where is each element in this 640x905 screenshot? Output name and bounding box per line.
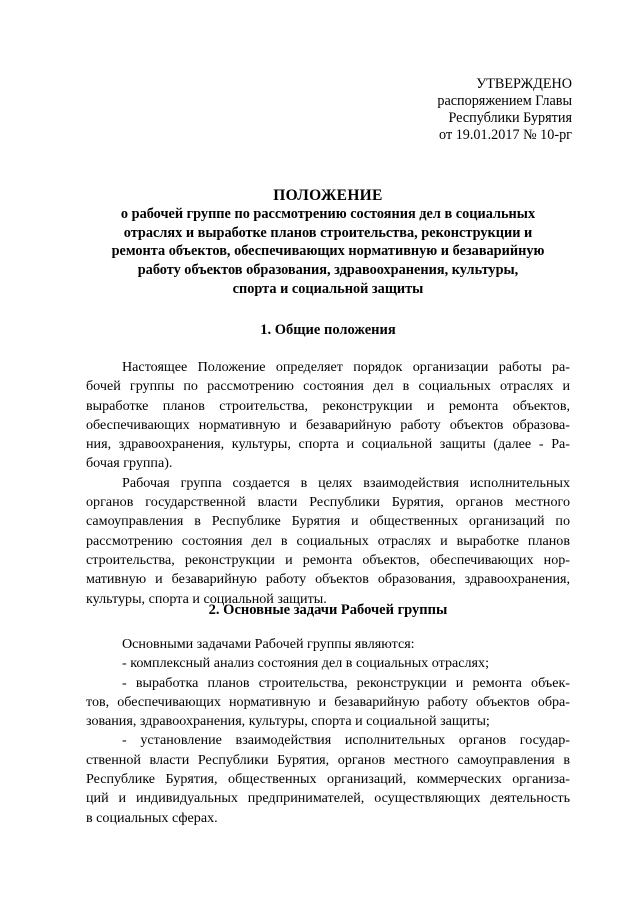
text-line: самоуправления в Республике Бурятия и общественных организаций по <box>86 513 570 530</box>
list-item: - установление взаимодействия исполнительных органов государ- <box>122 732 570 749</box>
text-line: выработке планов строительства, реконструкции и ремонта объектов, <box>86 397 570 414</box>
subtitle-line: о рабочей группе по рассмотрению состояния дел в социальных <box>120 206 536 222</box>
text-line: мативную и безаварийную работу объектов образования, здравоохранения, <box>86 571 570 588</box>
approval-stamp <box>400 76 572 144</box>
text-line: тов, обеспечивающих нормативную и безаварийную работу объектов обра- <box>86 693 570 710</box>
text-line: органов государственной власти Республики Бурятия, органов местного <box>86 494 570 511</box>
text-line: культуры, спорта и социальной защиты. <box>86 590 327 607</box>
subtitle-line: спорта и социальной защиты <box>232 280 424 297</box>
text-line: ния, здравоохранения, культуры, спорта и социальной защиты (далее - Ра- <box>86 436 570 453</box>
text-line: Республике Бурятия, общественных организаций, коммерческих организа- <box>86 771 570 788</box>
text-line: в социальных сферах. <box>86 809 218 826</box>
document-title: ПОЛОЖЕНИЕ <box>273 187 383 204</box>
list-item: - выработка планов строительства, реконструкции и ремонта объек- <box>122 674 570 691</box>
subtitle-line: отраслях и выработке планов строительства, реконструкции и <box>123 224 533 241</box>
document-title-block <box>86 186 570 299</box>
text-line: бочей группы по рассмотрению состояния дел в социальных отраслях и <box>86 378 570 395</box>
section-body-general <box>86 358 570 609</box>
subtitle-line: ремонта объектов, обеспечивающих нормативную и безаварийную <box>111 243 545 260</box>
section-heading-general: 1. Общие положения <box>260 322 396 338</box>
text-line: рассмотрению состояния дел в социальных отраслях и выработке планов <box>86 532 570 549</box>
text-line: Основными задачами Рабочей группы являются: <box>122 636 415 652</box>
text-line: Рабочая группа создается в целях взаимодействия исполнительных <box>122 474 570 491</box>
approval-line-3: Республики Бурятия <box>448 110 572 126</box>
text-line: строительства, реконструкции и ремонта объектов, обеспечивающих нор- <box>86 551 570 568</box>
approval-line-4: от 19.01.2017 № 10-рг <box>439 127 572 143</box>
text-line: бочая группа). <box>86 455 173 472</box>
section-body-tasks <box>86 635 570 828</box>
text-line: Настоящее Положение определяет порядок организации работы ра- <box>122 359 570 375</box>
text-line: ций и индивидуальных предпринимателей, осуществляющих деятельность <box>86 790 570 807</box>
text-line: зования, здравоохранения, культуры, спорта и социальной защиты; <box>86 713 490 730</box>
text-line: обеспечивающих нормативную и безаварийную работу объектов образова- <box>86 416 570 433</box>
subtitle-line: работу объектов образования, здравоохранения, культуры, <box>137 262 519 279</box>
approval-line-2: распоряжением Главы <box>437 93 572 109</box>
approval-line-1: УТВЕРЖДЕНО <box>476 76 572 92</box>
document-subtitle <box>86 205 570 299</box>
text-line: ственной власти Республики Бурятия, органов местного самоуправления в <box>86 751 570 768</box>
list-item: - комплексный анализ состояния дел в социальных отраслях; <box>122 655 489 672</box>
section-heading-tasks: 2. Основные задачи Рабочей группы <box>208 602 448 618</box>
